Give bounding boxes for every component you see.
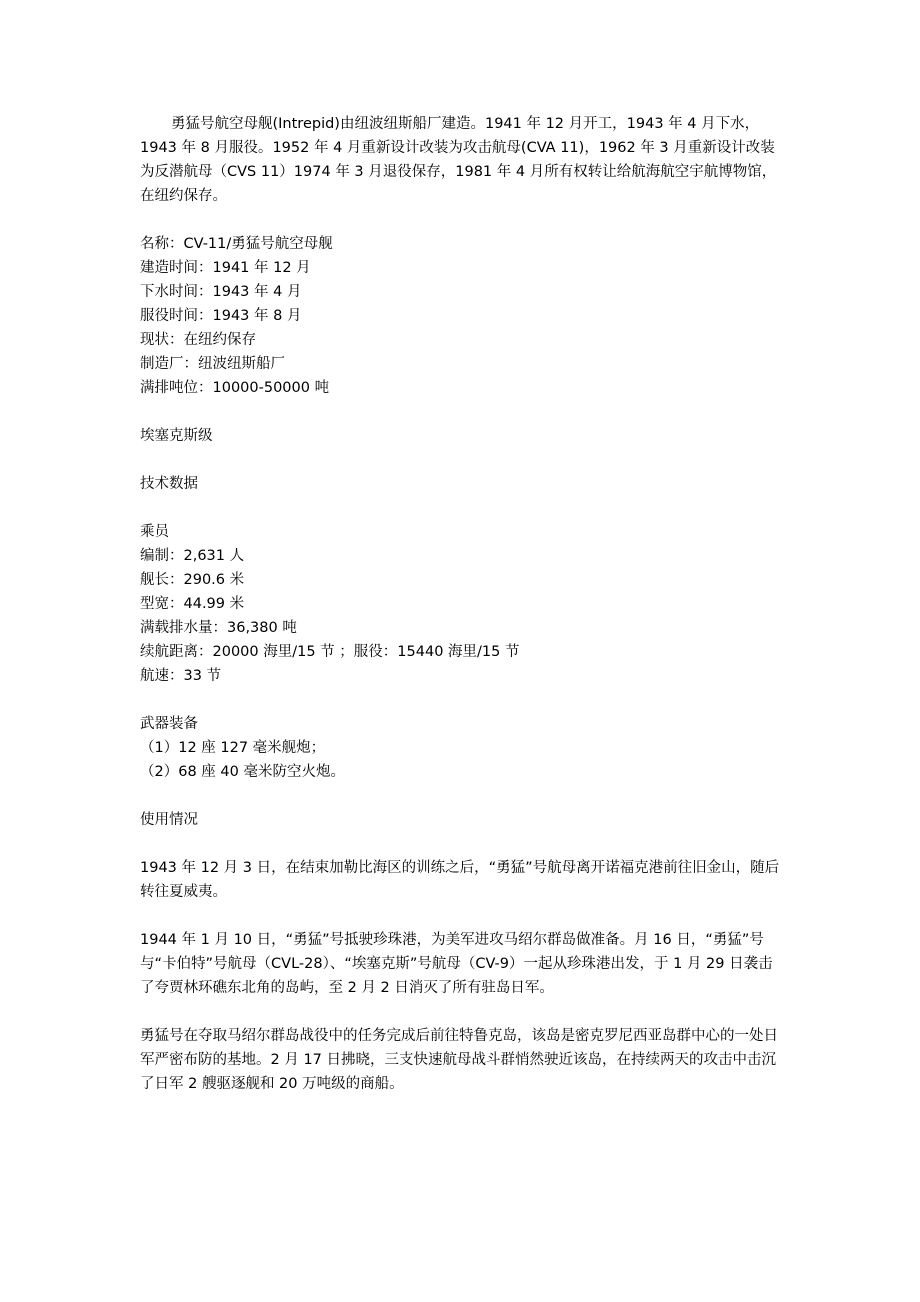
- weapons-list: [140, 712, 782, 784]
- history-paragraph-2: 1944 年 1 月 10 日，“勇猛”号抵驶珍珠港，为美军进攻马绍尔群岛做准备。月 16 日，“勇猛”号与“卡伯特”号航母（CVL-28）、“埃塞克斯”号航母（CV-9）一起从珍珠港出发，于 1 月 29 日袭击了夸贾林环礁东北角的岛屿，至 2 月 2 日消灭了所有驻岛日军。: [140, 932, 773, 996]
- info-shipyard: 制造厂：纽波纽斯船厂: [140, 356, 285, 372]
- specs-complement: 编制：2,631 人: [140, 548, 245, 564]
- info-build-date: 建造时间：1941 年 12 月: [140, 260, 311, 276]
- info-commission-date: 服役时间：1943 年 8 月: [140, 308, 302, 324]
- tech-heading: 技术数据: [140, 476, 198, 492]
- intro-paragraph: 勇猛号航空母舰(Intrepid)由纽波纽斯船厂建造。1941 年 12 月开工，1943 年 4 月下水，1943 年 8 月服役。1952 年 4 月重新设计改装为攻击航母(CVA 11)，1962 年 3 月重新设计改装为反潜航母（CVS 11）1974 年 3 月退役保存，1981 年 4 月所有权转让给航海航空宇航博物馆，在纽约保存。: [140, 116, 777, 204]
- history-paragraph-1: 1943 年 12 月 3 日，在结束加勒比海区的训练之后，“勇猛”号航母离开诺福克港前往旧金山，随后转往夏威夷。: [140, 860, 780, 900]
- specs-crew-heading: 乘员: [140, 524, 169, 540]
- specs-full-displacement: 满载排水量：36,380 吨: [140, 620, 297, 636]
- class-label: 埃塞克斯级: [140, 428, 213, 444]
- weapons-heading: 武器装备: [140, 716, 198, 732]
- info-launch-date: 下水时间：1943 年 4 月: [140, 284, 302, 300]
- specs-length: 舰长：290.6 米: [140, 572, 245, 588]
- usage-heading: 使用情况: [140, 812, 198, 828]
- specs-range: 续航距离：20000 海里/15 节 ；服役：15440 海里/15 节: [140, 644, 520, 660]
- info-displacement: 满排吨位：10000-50000 吨: [140, 380, 330, 396]
- document-page: [140, 112, 782, 1096]
- specs-list: [140, 520, 782, 688]
- weapons-item-2: （2）68 座 40 毫米防空火炮。: [140, 764, 345, 780]
- info-name: 名称：CV-11/勇猛号航空母舰: [140, 236, 333, 252]
- info-list: [140, 232, 782, 400]
- history-paragraph-3: 勇猛号在夺取马绍尔群岛战役中的任务完成后前往特鲁克岛，该岛是密克罗尼西亚岛群中心的一处日军严密布防的基地。2 月 17 日拂晓，三支快速航母战斗群悄然驶近该岛，在持续两天的攻击中击沉了日军 2 艘驱逐舰和 20 万吨级的商船。: [140, 1028, 778, 1092]
- info-status: 现状：在纽约保存: [140, 332, 256, 348]
- weapons-item-1: （1）12 座 127 毫米舰炮；: [140, 740, 326, 756]
- specs-beam: 型宽：44.99 米: [140, 596, 245, 612]
- specs-speed: 航速：33 节: [140, 668, 222, 684]
